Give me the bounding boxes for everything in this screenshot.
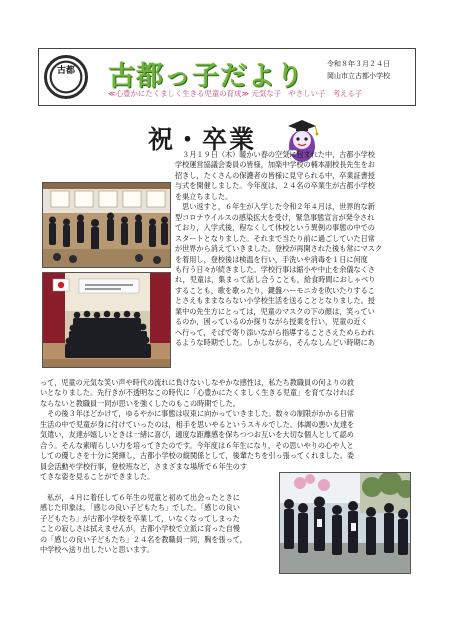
article-line: を巣立ちました。 — [175, 191, 233, 201]
article-line: 私が，４月に着任して６年生の児童と初めて出会ったときに — [40, 493, 240, 502]
school-seal-icon — [44, 55, 88, 99]
article-line: 員会活動や学校行事，登校班など，さまざまな場所で６年生のす — [40, 461, 248, 471]
article-line: 学校運営協議会委員の皆様，加楽中学校の楠本副校長先生をお — [175, 160, 375, 170]
article-line: って，児童の元気な笑い声や時代の流れに負けないしなやかな感性は，私たち教職員の何よりの救 — [40, 378, 355, 387]
article-line: ており，入学式後，程なくして休校という異例の事態の中での — [175, 223, 375, 233]
article-left-column — [40, 493, 276, 556]
article-line: ３月１９日（木）暖かい春の空気に包まれた中，古都小学校 — [175, 150, 375, 159]
article-right-column — [175, 150, 412, 349]
article-line: することも，歌を歌ったり，鍵盤ハーモニカを吹いたりするこ — [175, 285, 375, 295]
article-line: が世界から消えていきました。登校が再開された後も常にマスク — [175, 244, 383, 254]
article-line: 中学校へ送り出したいと思います。 — [40, 545, 154, 555]
article-line: 業中の先生方にとっては，児童のマスクの下の顔は，笑ってい — [175, 306, 375, 316]
graduation-ceremony-hall-photo — [42, 182, 171, 268]
article-full-width — [40, 378, 412, 483]
newsletter-title: 古都っ子だより — [108, 61, 304, 92]
issue-date: 令和８年３月２４日 — [327, 60, 390, 68]
article-line: 思い返すと，６年生が入学した令和２年４月は，世界的な新 — [175, 202, 375, 212]
article-headline: 祝・卒業 — [148, 125, 257, 154]
article-line: とさえもままならない小学校生活を送ることとなりました。授 — [175, 296, 375, 306]
article-line: 感じた印象は，「感じの良い子どもたち」でした。「感じの良い — [40, 503, 240, 513]
school-name: 岡山市立古都小学校 — [327, 72, 390, 80]
article-line: てきな姿を見ることができました。 — [40, 472, 155, 482]
article-line: も行う日々が続きました。学校行事は縮小や中止を余儀なくさ — [175, 264, 375, 274]
article-line: 気遣い，友達が嬉しいときは一緒に喜び，適度な距離感を保ちつつお互いを大切な個人として認め — [40, 430, 354, 440]
article-line: ことの寂しさは拭えませんが，古都小学校で立派に育った自慢 — [40, 524, 240, 534]
article-line: るような時期でした。しかしながら，そんなしんどい時期にあ — [175, 338, 375, 348]
article-line: るのか，困っているのか探りながら授業を行い，児童の近く — [175, 317, 368, 327]
article-line: れ，児童は，集まって話し合うことも，給食時間におしゃべり — [175, 275, 376, 285]
article-line: その後３年ほどかけて，ゆるやかに事態は収束に向かっていきました。数々の制限がかかる日常 — [40, 409, 355, 419]
article-line: スタートとなりました。それまで当たり前に過ごしていた日常 — [175, 233, 375, 243]
article-line: 合う。そんな素晴らしい力を培ってきたのです。今年度は６年生になり，その思いやりの心や人と — [40, 440, 354, 450]
graduates-send-off-photo — [279, 472, 411, 574]
article-line: の「感じの良い子どもたち」２４名を教職員一同，胸を張って， — [40, 534, 247, 544]
article-line: しての優しさを十分に発揮し，古都小学校の縦関係として，後輩たちを引っ張ってくれました。委 — [40, 451, 355, 461]
article-line: 招きし，たくさんの保護者の皆様に見守られる中，卒業証書授 — [175, 170, 375, 180]
article-line: 子どもたち」が古都小学校を卒業して，いなくなってしまった — [40, 513, 240, 523]
school-motto: ≪心豊かにたくましく生きる児童の育成≫ 元気な子 やさしい子 考える子 — [108, 89, 363, 98]
seal-text: 古都 — [56, 66, 75, 76]
article-line: 型コロナウイルスの感染拡大を受け，緊急事態宣言が発令され — [175, 212, 375, 222]
article-line: 生活の中で児童が身に付けていったのは，相手を思いやるというスキルでした。体調の悪い友達を — [40, 419, 355, 429]
article-line: 与式を開催しました。今年度は，２４名の卒業生が古都小学校 — [175, 181, 375, 191]
graduates-group-stage-photo — [42, 272, 171, 368]
article-line: を着用し，登校後は検温を行い，手洗いや消毒を１日に何度 — [175, 254, 368, 264]
article-line: へ行って，そばで寄り添いながら指導することさえためらわれ — [175, 327, 375, 337]
article-line: いとなりました。先行きが不透明なこの時代に「心豊かにたくましく生きる児童」を育てなければ — [40, 388, 355, 398]
article-line: ならないと教職員一同が思いを強くしたのもこの時期でした。 — [40, 398, 240, 408]
